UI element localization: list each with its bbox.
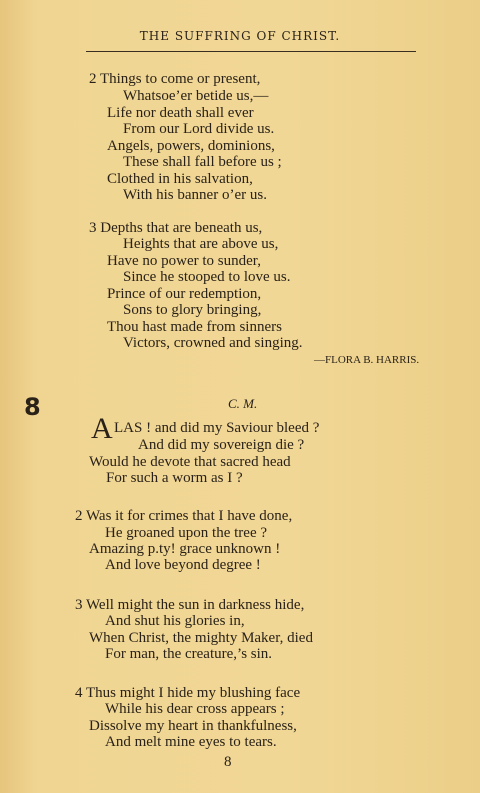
hymn-meter: C. M. [228,396,258,411]
verse-line: He groaned upon the tree ? [105,525,268,541]
verse-line: 3 Depths that are beneath us, [89,220,263,236]
verse-line: Sons to glory bringing, [123,302,262,318]
running-header: THE SUFFRING OF CHRIST. [139,29,341,43]
author-attribution: —FLORA B. HARRIS. [314,354,420,366]
header-rule [86,51,416,52]
verse-line: While his dear cross appears ; [105,701,285,717]
verse-line: Heights that are above us, [123,236,279,252]
verse-line: When Christ, the mighty Maker, died [89,630,313,646]
drop-cap: A [91,412,113,445]
verse-line: For such a worm as I ? [106,470,243,486]
verse-line: Thou hast made from sinners [107,319,282,335]
verse-line: Clothed in his salvation, [107,171,253,187]
verse-line: With his banner o’er us. [123,187,267,203]
verse-line: Would he devote that sacred head [89,454,291,470]
verse-line: LAS ! and did my Saviour bleed ? [114,420,320,436]
verse-line: Life nor death shall ever [107,105,254,121]
verse-line: Prince of our redemption, [107,286,262,302]
verse-line: 3 Well might the sun in darkness hide, [75,597,305,613]
verse-line: 2 Was it for crimes that I have done, [75,508,293,524]
verse-line: Whatsoe’er betide us,— [123,88,269,104]
verse-line: Victors, crowned and singing. [123,335,303,351]
verse-line: And shut his glories in, [105,613,245,629]
verse-line: Have no power to sunder, [107,253,261,269]
verse-line: 4 Thus might I hide my blushing face [75,685,301,701]
hymn-number: 8 [24,393,41,421]
verse-line: Amazing p.ty! grace unknown ! [89,541,281,557]
verse-line: And did my sovereign die ? [138,437,305,453]
verse-line: And melt mine eyes to tears. [105,734,277,750]
verse-line: For man, the creature,’s sin. [105,646,273,662]
verse-line: Angels, powers, dominions, [107,138,275,154]
verse-line: Dissolve my heart in thankfulness, [89,718,297,734]
verse-line: Since he stooped to love us. [123,269,291,285]
page-number: 8 [224,754,232,770]
verse-line: These shall fall before us ; [123,154,282,170]
verse-line: From our Lord divide us. [123,121,275,137]
verse-line: 2 Things to come or present, [89,71,261,87]
verse-line: And love beyond degree ! [105,557,261,573]
